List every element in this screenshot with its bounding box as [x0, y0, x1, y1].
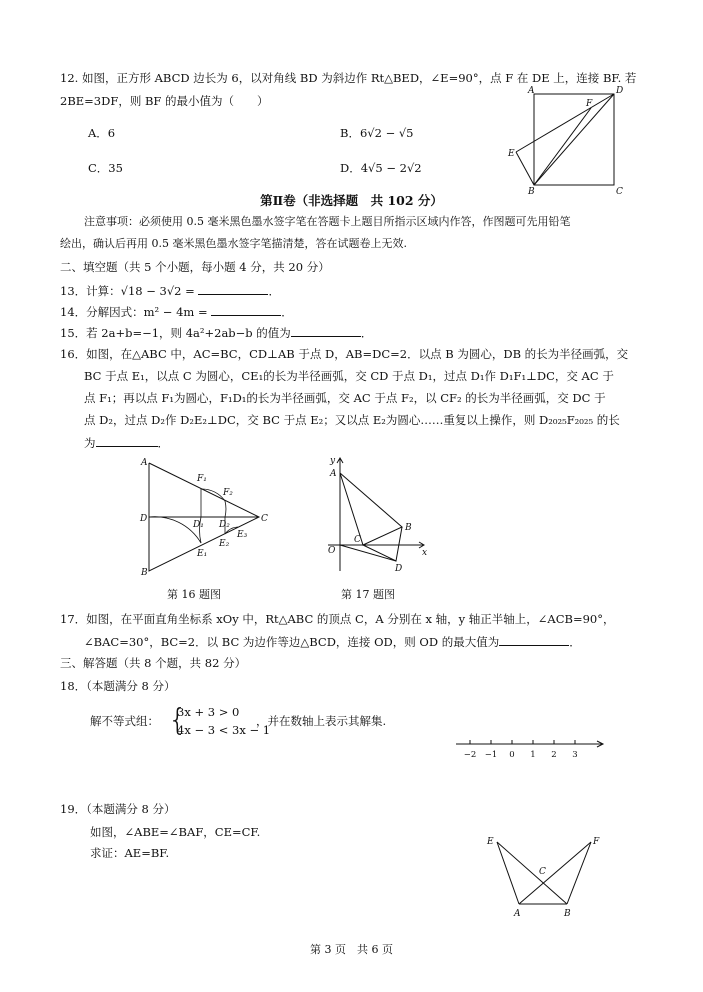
- q16-line5: 为 ．: [84, 436, 169, 450]
- page-footer: 第 3 页 共 6 页: [310, 943, 393, 956]
- q17-label-x: x: [422, 548, 428, 558]
- q19-label-b: B: [564, 909, 571, 919]
- q16-label-d: D: [140, 514, 148, 524]
- q17-caption: 第 17 题图: [341, 588, 395, 601]
- q17-label-a: A: [330, 469, 337, 479]
- q17-label-y: y: [330, 456, 336, 466]
- section3-title: 三、解答题（共 8 个题，共 82 分）: [60, 656, 247, 670]
- q12-figure: [500, 88, 640, 198]
- q16-label-e1: E₁: [197, 549, 208, 559]
- q19-figure: [483, 834, 603, 919]
- q16-line2: BC 于点 E₁，以点 C 为圆心，CE₁的长为半径画弧，交 CD 于点 D₁，过点 D₁作 D₁F₁⊥DC，交 AC 于: [84, 369, 614, 383]
- q19-segment-fa: [519, 842, 591, 904]
- q16-label-a: A: [141, 458, 148, 468]
- q18-tail: ，并在数轴上表示其解集.: [256, 714, 387, 728]
- q16-label-d2: D₂: [219, 520, 230, 530]
- q12-line1: 12. 如图，正方形 ABCD 边长为 6，以对角线 BD 为斜边作 Rt△BED，∠E=90°，点 F 在 DE 上，连接 BF. 若: [60, 71, 637, 85]
- q18-brace: {: [168, 703, 188, 738]
- q18-tick-label: −1: [484, 750, 498, 760]
- q12-label-b: B: [528, 187, 535, 197]
- q15-text: 15．若 2a+b=−1，则 4a²+2ab−b 的值为 ．: [60, 326, 373, 340]
- q19-line1: 如图，∠ABE=∠BAF，CE=CF.: [90, 825, 261, 839]
- q13-text: 13．计算：√18 − 3√2 = ．: [60, 284, 280, 298]
- q12-option-b[interactable]: B．6√2 − √5: [340, 126, 414, 140]
- q16-line1: 16．如图，在△ABC 中，AC=BC，CD⊥AB 于点 D，AB=DC=2．以点 B 为圆心，DB 的长为半径画弧，交: [60, 347, 629, 361]
- q17-label-c: C: [354, 535, 361, 545]
- q16-label-e2: E₂: [219, 539, 230, 549]
- q16-arc-4: [225, 501, 226, 517]
- q12-option-c[interactable]: C．35: [88, 161, 123, 175]
- q12-diagonal-bd: [534, 94, 614, 185]
- q18-tick-label: 0: [509, 750, 515, 760]
- q16-label-d1: D₁: [193, 520, 204, 530]
- q18-ticks: [464, 740, 578, 760]
- q14-text: 14．分解因式：m² − 4m = ．: [60, 305, 293, 319]
- q19-header: 19．（本题满分 8 分）: [60, 802, 176, 816]
- q16-line4: 点 D₂，过点 D₂作 D₂E₂⊥DC，交 BC 于点 E₂；又以点 E₂为圆心……重复以上操作，则 D₂₀₂₅F₂₀₂₅ 的长: [84, 413, 620, 427]
- q16-figure: [135, 455, 275, 580]
- q12-label-e: E: [508, 149, 515, 159]
- q12-line2: 2BE=3DF，则 BF 的最小值为（ ）: [60, 94, 269, 108]
- q18-inequality-1: 3x + 3 > 0: [177, 705, 240, 719]
- part2-title: 第Ⅱ卷（非选择题 共 102 分）: [260, 193, 443, 208]
- q19-line2: 求证：AE=BF.: [90, 846, 170, 860]
- q16-line3: 点 F₁；再以点 F₁为圆心，F₁D₁的长为半径画弧，交 AC 于点 F₂，以 CF₂ 的长为半径画弧，交 DC 于: [84, 391, 606, 405]
- q19-segment-fb: [567, 842, 591, 904]
- q12-option-a[interactable]: A．6: [88, 126, 116, 140]
- q16-label-f1: F₁: [197, 474, 207, 484]
- q18-number-line: [452, 736, 612, 764]
- q17-line1: 17．如图，在平面直角坐标系 xOy 中，Rt△ABC 的顶点 C，A 分别在 x 轴，y 轴正半轴上，∠ACB=90°，: [60, 612, 615, 626]
- q17-triangle-abc: [340, 473, 402, 545]
- q18-tick-label: 3: [572, 750, 578, 760]
- q12-label-c: C: [616, 187, 623, 197]
- q16-label-e3: E₃: [237, 530, 248, 540]
- q18-lead: 解不等式组：: [90, 714, 159, 728]
- q18-tick-label: 2: [551, 750, 557, 760]
- q12-label-a: A: [528, 86, 535, 96]
- q16-caption: 第 16 题图: [167, 588, 221, 601]
- q19-label-f: F: [593, 837, 600, 847]
- q17-label-b: B: [405, 523, 412, 533]
- q18-header: 18．（本题满分 8 分）: [60, 679, 176, 693]
- q16-label-f2: F₂: [223, 488, 233, 498]
- q16-label-b: B: [141, 568, 148, 578]
- q12-segment-be: [516, 152, 534, 185]
- q17-label-d: D: [395, 564, 403, 574]
- q19-label-c: C: [539, 867, 546, 877]
- section2-title: 二、填空题（共 5 个小题，每小题 4 分，共 20 分）: [60, 260, 330, 274]
- q17-label-o: O: [328, 546, 336, 556]
- q17-line2: ∠BAC=30°，BC=2．以 BC 为边作等边△BCD，连接 OD，则 OD 的最大值为 ．: [84, 635, 581, 649]
- q19-label-a: A: [514, 909, 521, 919]
- q12-segment-bf: [534, 108, 591, 185]
- q12-label-d: D: [616, 86, 624, 96]
- q18-inequality-2: 4x − 3 < 3x − 1: [177, 723, 271, 737]
- q12-label-f: F: [586, 99, 593, 109]
- q18-tick-label: 1: [530, 750, 536, 760]
- part2-notice-line1: 注意事项：必须使用 0.5 毫米黑色墨水签字笔在答题卡上题目所指示区域内作答，作图题可先用铅笔: [84, 215, 571, 228]
- q18-tick-label: −2: [463, 750, 477, 760]
- part2-notice-line2: 绘出，确认后再用 0.5 毫米黑色墨水签字笔描清楚，答在试题卷上无效.: [60, 237, 407, 250]
- q19-label-e: E: [487, 837, 494, 847]
- q12-option-d[interactable]: D．4√5 − 2√2: [340, 161, 422, 175]
- q17-figure: [322, 455, 432, 580]
- q16-label-c: C: [261, 514, 268, 524]
- q17-triangle-bcd: [363, 527, 402, 561]
